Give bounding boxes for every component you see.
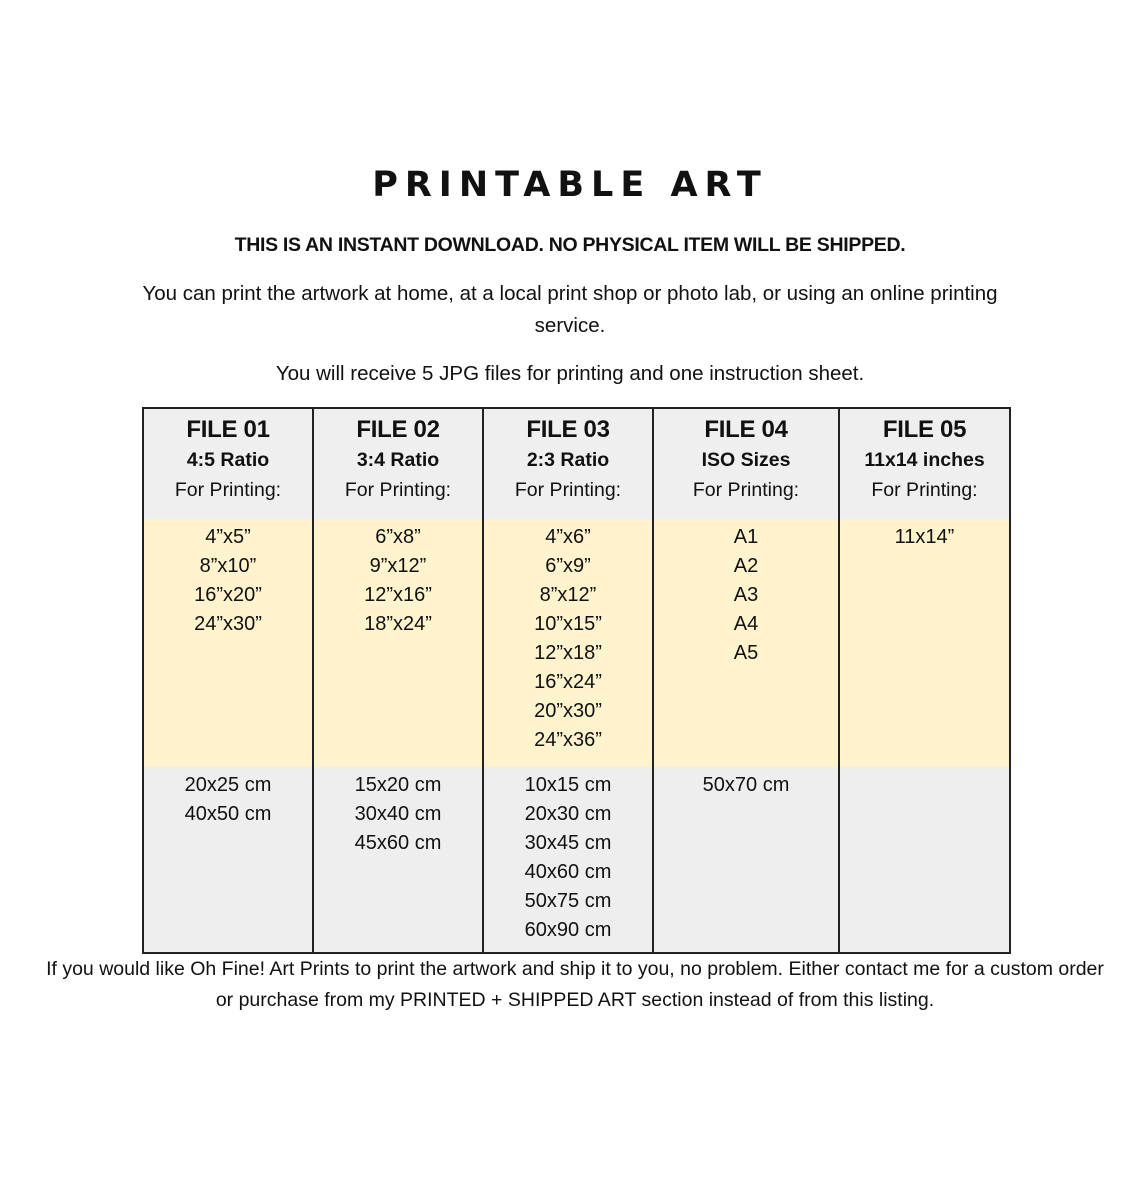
print-size: 60x90 cm — [524, 919, 612, 941]
print-size: A4 — [733, 613, 759, 635]
print-size: 50x70 cm — [702, 774, 790, 796]
print-size: 50x75 cm — [524, 890, 612, 912]
file-sizes-table — [142, 407, 1011, 954]
instant-download-notice: THIS IS AN INSTANT DOWNLOAD. NO PHYSICAL ITEM WILL BE SHIPPED. — [234, 234, 906, 256]
print-size: 12”x18” — [534, 642, 602, 664]
file-label: FILE 02 — [356, 416, 440, 443]
inch-sizes-cell — [313, 519, 483, 767]
print-size: 10”x15” — [534, 613, 602, 635]
print-size: 30x45 cm — [524, 832, 612, 854]
print-size: 45x60 cm — [354, 832, 442, 854]
print-size: 16”x24” — [534, 671, 602, 693]
print-size: 16”x20” — [194, 584, 262, 606]
file-ratio: 11x14 inches — [864, 449, 985, 471]
cm-sizes-cell — [839, 767, 1010, 953]
print-size: 8”x10” — [199, 555, 257, 577]
print-size: 9”x12” — [369, 555, 427, 577]
for-printing-label: For Printing: — [174, 479, 282, 501]
print-size: 20x30 cm — [524, 803, 612, 825]
inch-sizes-cell — [839, 519, 1010, 767]
cm-sizes-cell — [143, 767, 313, 953]
file-header-cell — [483, 408, 653, 519]
file-label: FILE 05 — [882, 416, 967, 443]
print-size: 8”x12” — [539, 584, 597, 606]
cm-sizes-cell — [313, 767, 483, 953]
for-printing-label: For Printing: — [344, 479, 452, 501]
print-size: 40x50 cm — [184, 803, 272, 825]
print-size: 18”x24” — [364, 613, 432, 635]
print-size: A5 — [733, 642, 759, 664]
file-label: FILE 04 — [704, 416, 788, 443]
cm-sizes-cell — [483, 767, 653, 953]
files-received-text: You will receive 5 JPG files for printing and one instruction sheet. — [275, 362, 865, 385]
print-size: 20”x30” — [534, 700, 602, 722]
file-ratio: ISO Sizes — [701, 449, 791, 471]
for-printing-label: For Printing: — [514, 479, 622, 501]
file-header-cell — [839, 408, 1010, 519]
print-size: 20x25 cm — [184, 774, 272, 796]
print-size: A1 — [733, 526, 759, 548]
for-printing-label: For Printing: — [692, 479, 800, 501]
print-size: 6”x8” — [375, 526, 421, 548]
file-ratio: 2:3 Ratio — [526, 449, 610, 471]
inch-sizes-cell — [483, 519, 653, 767]
file-header-cell — [653, 408, 839, 519]
print-size: 4”x5” — [205, 526, 251, 548]
print-size: 24”x36” — [534, 729, 602, 751]
file-label: FILE 03 — [526, 416, 610, 443]
file-ratio: 3:4 Ratio — [356, 449, 440, 471]
print-options-text: You can print the artwork at home, at a local print shop or photo lab, or using an online printing service. — [142, 282, 998, 337]
print-size: 30x40 cm — [354, 803, 442, 825]
print-size: 15x20 cm — [354, 774, 442, 796]
print-size: 40x60 cm — [524, 861, 612, 883]
print-size: 12”x16” — [364, 584, 432, 606]
print-size: 24”x30” — [194, 613, 262, 635]
inch-sizes-cell — [653, 519, 839, 767]
file-ratio: 4:5 Ratio — [186, 449, 270, 471]
print-size: A3 — [733, 584, 759, 606]
print-size: 4”x6” — [545, 526, 591, 548]
file-header-cell — [143, 408, 313, 519]
cm-sizes-row — [143, 767, 1010, 953]
inch-sizes-row — [143, 519, 1010, 767]
for-printing-label: For Printing: — [871, 479, 978, 501]
inch-sizes-cell — [143, 519, 313, 767]
custom-order-note: If you would like Oh Fine! Art Prints to print the artwork and ship it to you, no problem. Either contact me for a custom order or purchase from my PRINTED + SHIPPED ART section instead of from this listing. — [46, 958, 1104, 1011]
print-size: A2 — [733, 555, 759, 577]
file-header-row — [143, 408, 1010, 519]
file-label: FILE 01 — [186, 416, 270, 443]
print-size: 11x14” — [894, 526, 955, 548]
file-header-cell — [313, 408, 483, 519]
cm-sizes-cell — [653, 767, 839, 953]
print-size: 6”x9” — [545, 555, 591, 577]
print-size: 10x15 cm — [524, 774, 612, 796]
page-title: PRINTABLE ART — [372, 165, 768, 205]
